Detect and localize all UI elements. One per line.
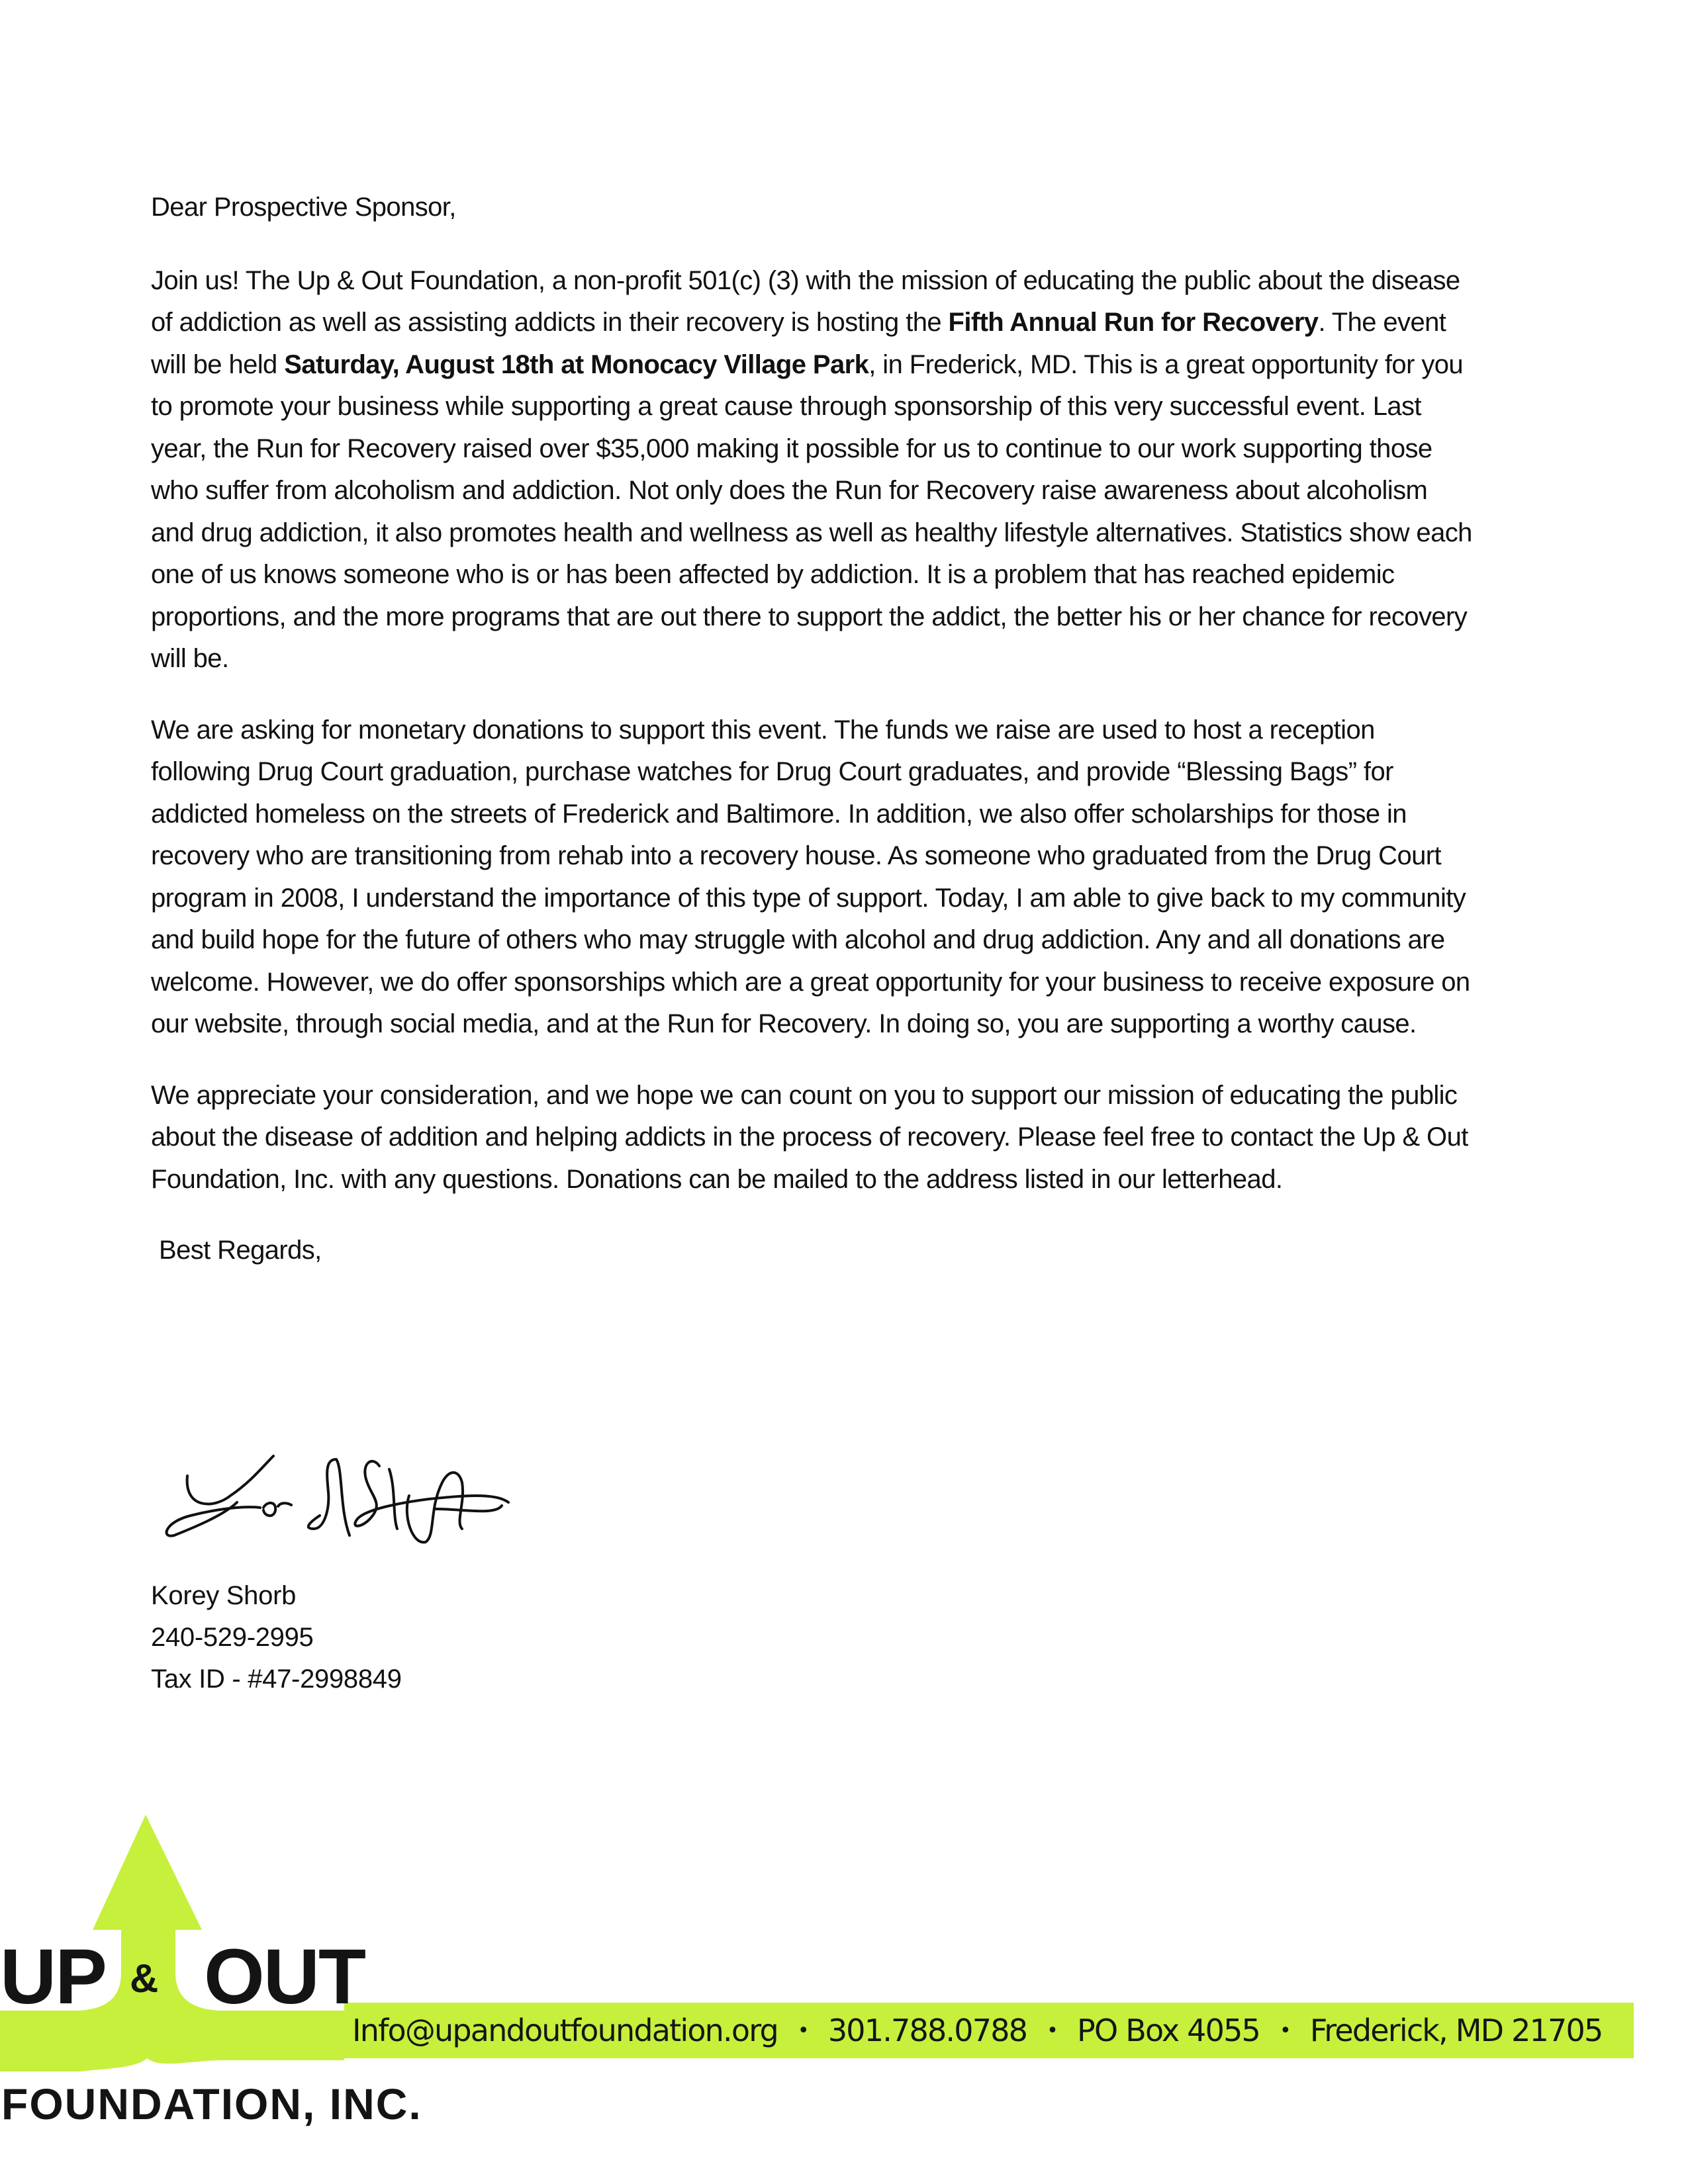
- signer-block: [151, 1575, 402, 1700]
- bullet-separator: •: [797, 2019, 808, 2042]
- signer-name: Korey Shorb: [151, 1581, 297, 1610]
- signer-phone: 240-529-2995: [151, 1623, 314, 1652]
- signer-tax-id: Tax ID - #47-2998849: [151, 1664, 402, 1694]
- paragraph-1-text-a: Join us! The Up & Out Foundation, a non-profit 501(c) (3) with the mission of educating the public about the disease of addiction as well as assisting addicts in their recovery is hosting the: [151, 265, 1460, 337]
- paragraph-3: We appreciate your consideration, and we hope we can count on you to support our mission of educating the public about the disease of addition and helping addicts in the process of recovery. Please feel free to contact the Up & Out Foundation, Inc. with any questions. Donations can be mailed to the address listed in our letterhead.: [151, 1080, 1468, 1194]
- contact-email[interactable]: Info@upandoutfoundation.org: [352, 2013, 778, 2048]
- bullet-separator: •: [1280, 2019, 1290, 2042]
- event-date-location: Saturday, August 18th at Monocacy Village Park: [284, 349, 869, 379]
- closing: Best Regards,: [159, 1236, 322, 1265]
- paragraph-2: We are asking for monetary donations to support this event. The funds we raise are used to host a reception following Drug Court graduation, purchase watches for Drug Court graduates, and provide “Blessing Bags” for addicted homeless on the streets of Frederick and Baltimore. In addition, we also offer scholarships for those in recovery who are transitioning from rehab into a recovery house. As someone who graduated from the Drug Court program in 2008, I understand the importance of this type of support. Today, I am able to give back to my community and build hope for the future of others who may struggle with alcohol and drug addiction. Any and all donations are welcome. However, we do offer sponsorships which are a great opportunity for your business to receive exposure on our website, through social media, and at the Run for Recovery. In doing so, you are supporting a worthy cause.: [151, 715, 1470, 1038]
- bullet-separator: •: [1047, 2019, 1058, 2042]
- contact-bar: [344, 2003, 1634, 2058]
- contact-phone: 301.788.0788: [827, 2013, 1027, 2048]
- logo-word-up: UP: [0, 1933, 106, 2021]
- logo-subtitle: FOUNDATION, INC.: [1, 2079, 422, 2128]
- paragraph-1-text-c: , in Frederick, MD. This is a great opportunity for you to promote your business while supporting a great cause through sponsorship of this very successful event. Last year, the Run for Recovery raised over $35,000 making it possible for us to continue to our work supporting those who suffer from alcoholism and addiction. Not only does the Run for Recovery raise awareness about alcoholism and drug addiction, it also promotes health and wellness as well as healthy lifestyle alternatives. Statistics show each one of us knows someone who is or has been affected by addiction. It is a problem that has reached epidemic proportions, and the more programs that are out there to support the addict, the better his or her chance for recovery will be.: [151, 349, 1472, 673]
- salutation: Dear Prospective Sponsor,: [151, 193, 456, 222]
- logo-ampersand: &: [130, 1956, 159, 2001]
- handwritten-signature: [151, 1430, 522, 1549]
- event-name: Fifth Annual Run for Recovery: [948, 308, 1319, 337]
- paragraph-1-text-b: . The event will be held: [151, 308, 1446, 379]
- contact-po-box: PO Box 4055: [1077, 2013, 1260, 2048]
- letter-body: [151, 187, 1475, 1272]
- logo-word-out: OUT: [204, 1933, 365, 2021]
- contact-city: Frederick, MD 21705: [1309, 2013, 1603, 2048]
- paragraph-1: [151, 260, 1475, 680]
